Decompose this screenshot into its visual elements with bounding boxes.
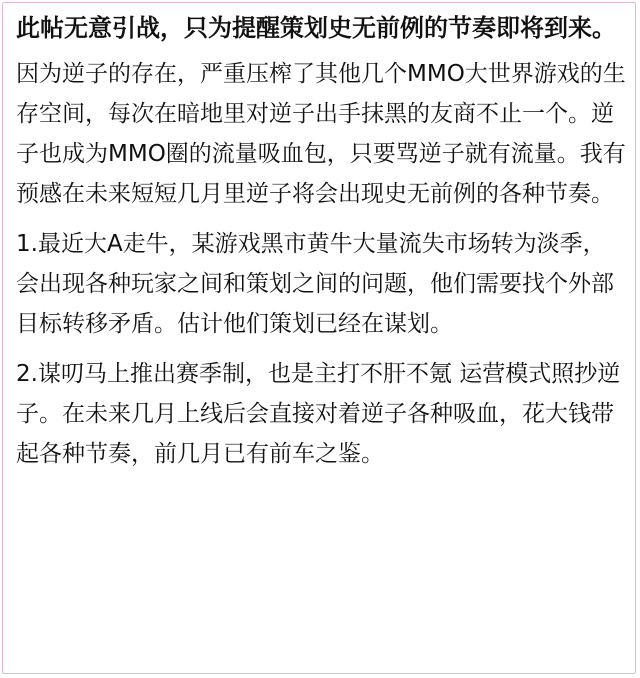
- post-paragraph-point-1: 1.最近大A走牛，某游戏黑市黄牛大量流失市场转为淡季，会出现各种玩家之间和策划之间的问题，他们需要找个外部目标转移矛盾。估计他们策划已经在谋划。: [16, 231, 614, 337]
- post-paragraph-point-2: 2.谋叨马上推出赛季制，也是主打不肝不氪 运营模式照抄逆子。在未来几月上线后会直接对着逆子各种吸血，花大钱带起各种节奏，前几月已有前车之鉴。: [16, 361, 621, 467]
- post-paragraph-intro: 因为逆子的存在，严重压榨了其他几个MMO大世界游戏的生存空间，每次在暗地里对逆子出手抹黑的友商不止一个。逆子也成为MMO圈的流量吸血包，只要骂逆子就有流量。我有预感在未来短短几月里逆子将会出现史无前例的各种节奏。: [16, 61, 626, 207]
- post-content: [16, 8, 626, 510]
- post-title: 此帖无意引战，只为提醒策划史无前例的节奏即将到来。: [16, 14, 616, 42]
